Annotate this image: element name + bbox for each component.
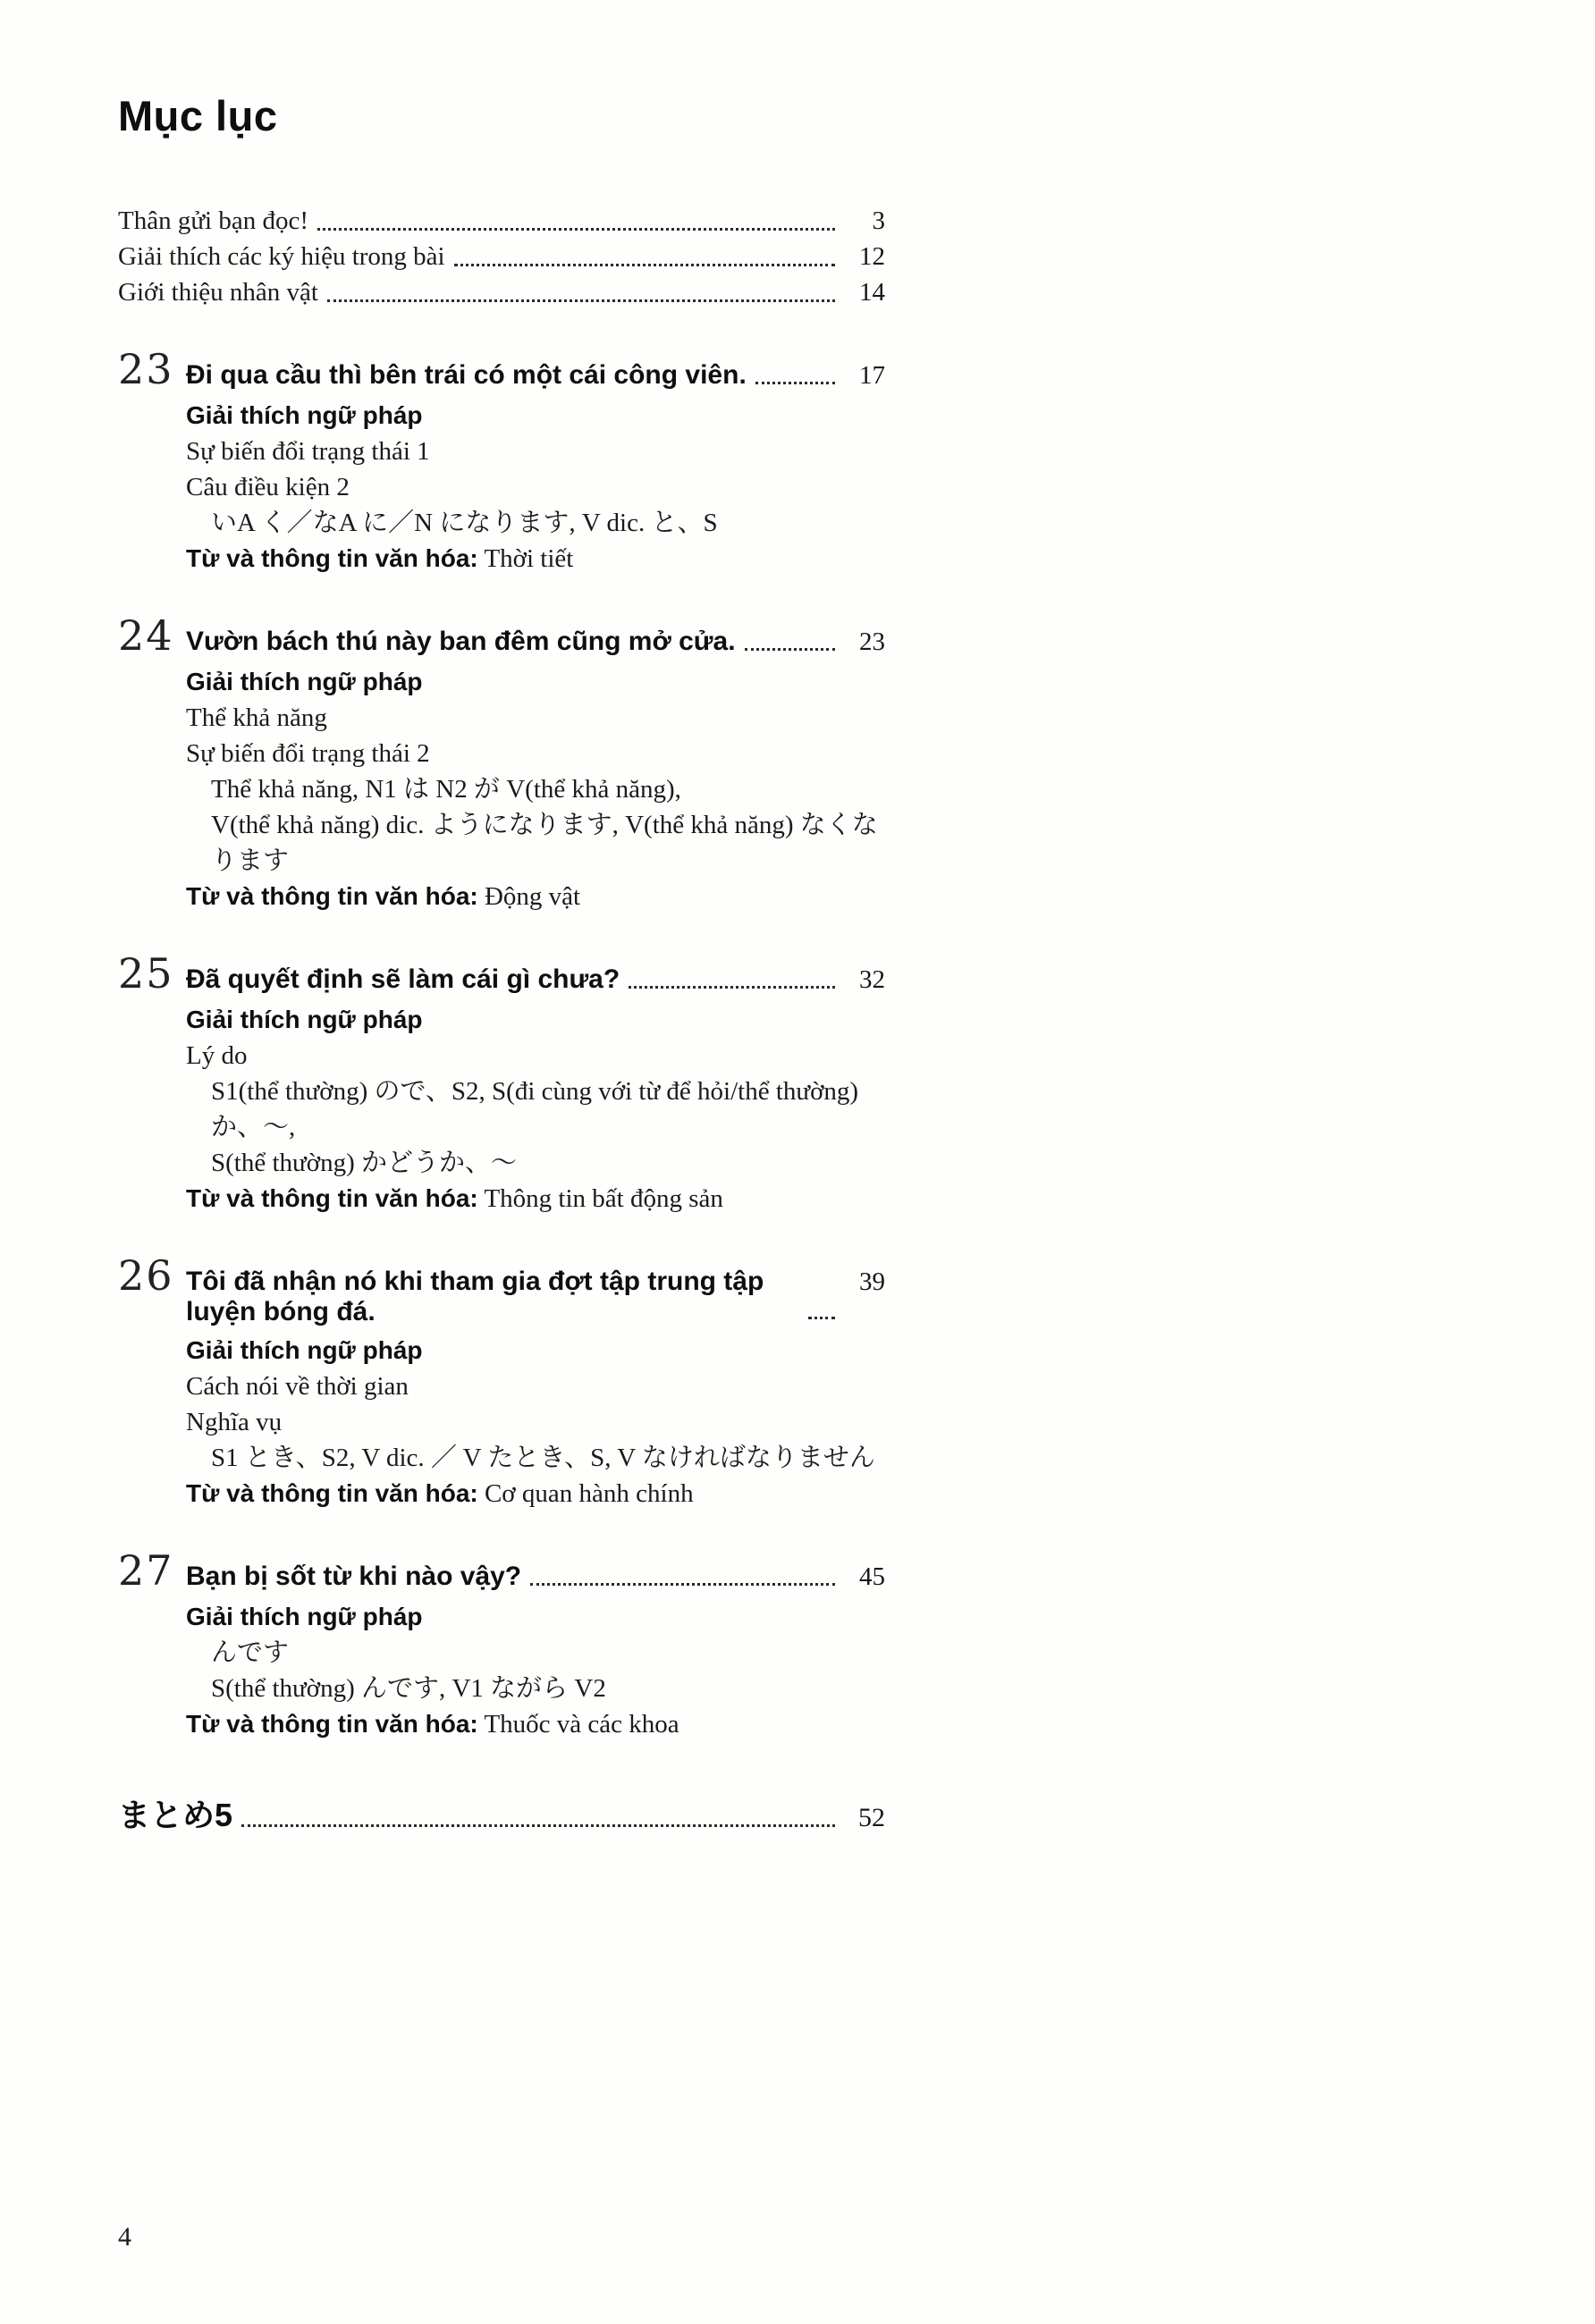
culture-line bbox=[186, 1181, 885, 1217]
chapter-header bbox=[118, 950, 885, 997]
front-matter-row bbox=[118, 274, 885, 310]
culture-line bbox=[186, 541, 885, 577]
culture-label: Từ và thông tin văn hóa: bbox=[186, 1479, 478, 1507]
culture-text: Thông tin bất động sản bbox=[484, 1184, 723, 1213]
front-matter-label: Giải thích các ký hiệu trong bài bbox=[118, 242, 445, 271]
chapter-block bbox=[118, 1547, 885, 1742]
culture-text: Động vật bbox=[484, 882, 581, 911]
chapter-contents bbox=[186, 1002, 885, 1217]
grammar-item-line: Sự biến đổi trạng thái 1 bbox=[186, 437, 430, 466]
chapter-header bbox=[118, 612, 885, 659]
grammar-heading: Giải thích ngữ pháp bbox=[186, 1336, 423, 1364]
chapter-title: Bạn bị sốt từ khi nào vậy? bbox=[186, 1562, 522, 1591]
grammar-heading: Giải thích ngữ pháp bbox=[186, 1603, 423, 1630]
grammar-pattern-line: Thể khả năng, N1 は N2 が V(thể khả năng), bbox=[211, 775, 681, 804]
dot-leader bbox=[327, 299, 835, 302]
grammar-heading: Giải thích ngữ pháp bbox=[186, 1006, 423, 1033]
dot-leader bbox=[241, 1824, 835, 1827]
chapter-block bbox=[118, 950, 885, 1217]
culture-text: Thời tiết bbox=[484, 544, 574, 573]
chapter-header bbox=[118, 346, 885, 392]
dot-leader bbox=[808, 1317, 835, 1319]
front-matter-row bbox=[118, 239, 885, 274]
culture-label: Từ và thông tin văn hóa: bbox=[186, 1184, 478, 1212]
culture-text: Cơ quan hành chính bbox=[484, 1479, 694, 1508]
culture-line bbox=[186, 1706, 885, 1742]
dot-leader bbox=[755, 382, 835, 384]
page-ref: 3 bbox=[872, 206, 885, 235]
chapter-number: 23 bbox=[118, 345, 174, 393]
grammar-item-line: Lý do bbox=[186, 1041, 248, 1070]
culture-text: Thuốc và các khoa bbox=[484, 1710, 679, 1739]
page-ref: 14 bbox=[859, 278, 885, 307]
page-ref: 52 bbox=[858, 1803, 885, 1832]
toc-content bbox=[118, 91, 885, 1836]
chapter-number: 27 bbox=[118, 1546, 174, 1595]
chapter-title: Đi qua cầu thì bên trái có một cái công viên. bbox=[186, 360, 747, 390]
chapter-block bbox=[118, 612, 885, 914]
chapter-number: 26 bbox=[118, 1251, 174, 1300]
chapter-header bbox=[118, 1547, 885, 1594]
grammar-heading: Giải thích ngữ pháp bbox=[186, 668, 423, 695]
chapter-header bbox=[118, 1252, 885, 1327]
chapter-block bbox=[118, 346, 885, 577]
grammar-item-line: Sự biến đổi trạng thái 2 bbox=[186, 739, 430, 768]
page-ref: 12 bbox=[859, 242, 885, 271]
dot-leader bbox=[530, 1583, 835, 1586]
grammar-pattern-line: S1 とき、S2, V dic. ／ V たとき、S, V なければなりません bbox=[211, 1444, 875, 1472]
chapter-number: 25 bbox=[118, 949, 174, 998]
chapter-list bbox=[118, 346, 885, 1742]
grammar-pattern-line: S1(thể thường) ので、S2, S(đi cùng với từ để hỏi/thể thường) か、～, bbox=[211, 1077, 859, 1141]
culture-label: Từ và thông tin văn hóa: bbox=[186, 1710, 478, 1738]
chapter-contents bbox=[186, 664, 885, 914]
grammar-item-line: Thể khả năng bbox=[186, 703, 327, 732]
grammar-item-line: Câu điều kiện 2 bbox=[186, 473, 350, 501]
grammar-item-line: Cách nói về thời gian bbox=[186, 1372, 409, 1401]
front-matter-row bbox=[118, 203, 885, 239]
culture-label: Từ và thông tin văn hóa: bbox=[186, 882, 478, 910]
page-title: Mục lục bbox=[118, 92, 278, 139]
chapter-block bbox=[118, 1252, 885, 1511]
page-ref: 45 bbox=[859, 1562, 885, 1591]
page-ref: 23 bbox=[859, 627, 885, 656]
front-matter-label: Thân gửi bạn đọc! bbox=[118, 206, 309, 235]
grammar-pattern-line: V(thể khả năng) dic. ようになります, V(thể khả năng) なくなります bbox=[211, 811, 878, 875]
grammar-pattern-line: んです bbox=[211, 1638, 290, 1667]
dot-leader bbox=[317, 228, 835, 231]
grammar-item-line: Nghĩa vụ bbox=[186, 1408, 283, 1436]
chapter-contents bbox=[186, 398, 885, 577]
dot-leader bbox=[629, 986, 835, 989]
chapter-title: Tôi đã nhận nó khi tham gia đợt tập trung tập luyện bóng đá. bbox=[186, 1267, 764, 1326]
culture-line bbox=[186, 879, 885, 914]
page-ref: 39 bbox=[859, 1267, 885, 1296]
chapter-contents bbox=[186, 1599, 885, 1742]
culture-label: Từ và thông tin văn hóa: bbox=[186, 544, 478, 572]
summary-row bbox=[118, 1790, 885, 1836]
grammar-pattern-line: いA く／なA に／N になります, V dic. と、S bbox=[211, 509, 718, 537]
chapter-contents bbox=[186, 1333, 885, 1511]
grammar-heading: Giải thích ngữ pháp bbox=[186, 401, 423, 429]
culture-line bbox=[186, 1476, 885, 1511]
dot-leader bbox=[454, 264, 835, 266]
front-matter-label: Giới thiệu nhân vật bbox=[118, 278, 318, 307]
grammar-pattern-line: S(thể thường) んです, V1 ながら V2 bbox=[211, 1674, 606, 1703]
front-matter-list bbox=[118, 203, 885, 310]
chapter-title: Đã quyết định sẽ làm cái gì chưa? bbox=[186, 964, 620, 994]
folio-page-number: 4 bbox=[118, 2222, 131, 2252]
grammar-pattern-line: S(thể thường) かどうか、～ bbox=[211, 1149, 517, 1177]
dot-leader bbox=[745, 648, 835, 651]
chapter-title: Vườn bách thú này ban đêm cũng mở cửa. bbox=[186, 627, 736, 656]
page-ref: 17 bbox=[859, 361, 885, 390]
chapter-number: 24 bbox=[118, 611, 174, 660]
summary-label: まとめ5 bbox=[118, 1797, 233, 1833]
page-ref: 32 bbox=[859, 965, 885, 994]
